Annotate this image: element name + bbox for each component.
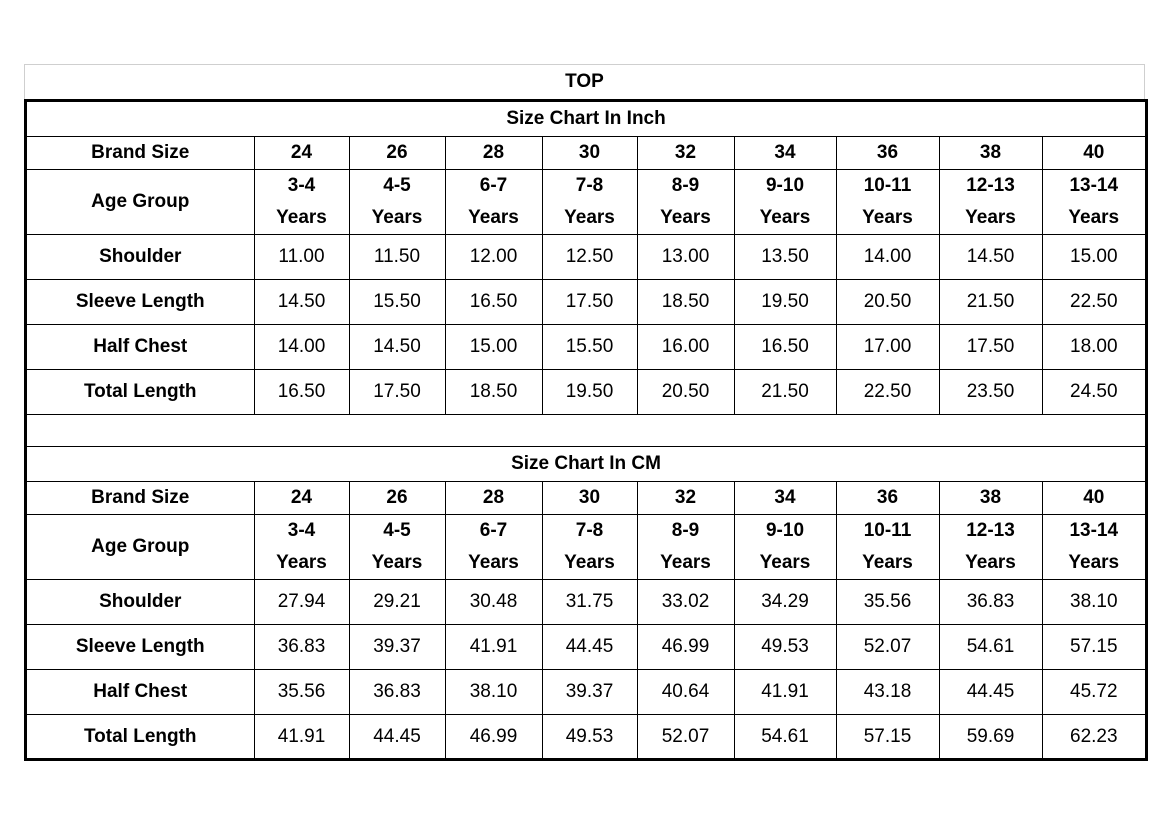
age-range: 9-10 [765,175,805,196]
value-cell: 13.50 [734,235,836,280]
measurement-row [27,325,1145,370]
size-header-cell: 28 [445,137,542,170]
value-cell: 35.56 [836,580,939,625]
age-cell [939,515,1042,580]
value-cell: 41.91 [254,715,349,760]
age-unit: Years [468,552,519,573]
size-header-cell: 36 [836,137,939,170]
value-cell: 30.48 [445,580,542,625]
value-cell: 57.15 [1042,625,1145,670]
age-range: 13-14 [1069,520,1119,541]
section-heading-row [27,102,1145,137]
age-unit: Years [965,552,1016,573]
age-range: 3-4 [287,520,316,541]
value-cell: 39.37 [542,670,637,715]
age-range: 10-11 [863,175,912,196]
size-header-cell: 40 [1042,482,1145,515]
value-cell: 39.37 [349,625,445,670]
row-label: Half Chest [27,670,254,715]
spacer-cell [27,415,1145,447]
size-header-cell: 30 [542,482,637,515]
age-cell [1042,515,1145,580]
value-cell: 27.94 [254,580,349,625]
measurement-row [27,280,1145,325]
value-cell: 44.45 [542,625,637,670]
value-cell: 38.10 [1042,580,1145,625]
value-cell: 17.50 [349,370,445,415]
age-range: 7-8 [575,175,604,196]
age-unit: Years [660,552,711,573]
measurement-row [27,580,1145,625]
value-cell: 44.45 [939,670,1042,715]
size-header-cell: 26 [349,137,445,170]
measurement-row [27,715,1145,760]
value-cell: 49.53 [542,715,637,760]
value-cell: 15.00 [1042,235,1145,280]
value-cell: 13.00 [637,235,734,280]
value-cell: 17.50 [939,325,1042,370]
size-header-cell: 34 [734,137,836,170]
value-cell: 46.99 [637,625,734,670]
age-cell [1042,170,1145,235]
row-label: Age Group [27,170,254,235]
brand-size-row [27,137,1145,170]
age-cell [254,515,349,580]
size-chart-frame [24,99,1148,761]
age-range: 13-14 [1069,175,1119,196]
age-range: 8-9 [671,520,700,541]
row-label: Brand Size [27,482,254,515]
brand-size-row [27,482,1145,515]
value-cell: 15.50 [542,325,637,370]
age-range: 6-7 [479,520,508,541]
age-unit: Years [371,207,423,228]
value-cell: 18.50 [637,280,734,325]
row-label: Total Length [27,715,254,760]
value-cell: 44.45 [349,715,445,760]
value-cell: 45.72 [1042,670,1145,715]
value-cell: 21.50 [939,280,1042,325]
value-cell: 11.50 [349,235,445,280]
value-cell: 14.50 [254,280,349,325]
value-cell: 62.23 [1042,715,1145,760]
age-unit: Years [862,207,913,228]
value-cell: 41.91 [734,670,836,715]
age-cell [734,515,836,580]
measurement-row [27,235,1145,280]
age-unit: Years [1068,552,1120,573]
age-cell [445,170,542,235]
age-range: 9-10 [765,520,805,541]
age-cell [542,170,637,235]
age-cell [349,170,445,235]
value-cell: 20.50 [836,280,939,325]
value-cell: 15.00 [445,325,542,370]
age-unit: Years [759,207,811,228]
value-cell: 15.50 [349,280,445,325]
age-range: 4-5 [383,520,411,541]
value-cell: 22.50 [836,370,939,415]
value-cell: 52.07 [836,625,939,670]
size-header-cell: 38 [939,482,1042,515]
age-range: 6-7 [479,175,508,196]
value-cell: 40.64 [637,670,734,715]
value-cell: 14.00 [254,325,349,370]
value-cell: 46.99 [445,715,542,760]
measurement-row [27,670,1145,715]
row-label: Age Group [27,515,254,580]
value-cell: 38.10 [445,670,542,715]
value-cell: 12.00 [445,235,542,280]
value-cell: 16.50 [445,280,542,325]
value-cell: 36.83 [349,670,445,715]
value-cell: 16.50 [734,325,836,370]
age-cell [939,170,1042,235]
row-label: Total Length [27,370,254,415]
age-cell [254,170,349,235]
age-unit: Years [276,207,327,228]
age-unit: Years [564,207,615,228]
value-cell: 57.15 [836,715,939,760]
age-range: 4-5 [383,175,411,196]
age-group-row [27,515,1145,580]
value-cell: 16.00 [637,325,734,370]
age-unit: Years [862,552,913,573]
age-group-row [27,170,1145,235]
row-label: Sleeve Length [27,280,254,325]
value-cell: 18.50 [445,370,542,415]
value-cell: 36.83 [254,625,349,670]
value-cell: 19.50 [542,370,637,415]
value-cell: 41.91 [445,625,542,670]
size-header-cell: 34 [734,482,836,515]
row-label: Half Chest [27,325,254,370]
section-spacer [27,415,1145,447]
size-header-cell: 32 [637,482,734,515]
value-cell: 34.29 [734,580,836,625]
size-header-cell: 24 [254,482,349,515]
size-chart-table [27,102,1145,759]
value-cell: 54.61 [734,715,836,760]
value-cell: 52.07 [637,715,734,760]
size-chart-body [27,102,1145,759]
age-unit: Years [759,552,811,573]
size-header-cell: 26 [349,482,445,515]
section-heading-row [27,447,1145,482]
size-header-cell: 40 [1042,137,1145,170]
value-cell: 14.50 [939,235,1042,280]
age-range: 10-11 [863,520,912,541]
age-unit: Years [965,207,1016,228]
age-range: 12-13 [966,175,1015,196]
value-cell: 18.00 [1042,325,1145,370]
section-heading: Size Chart In Inch [27,102,1145,137]
age-range: 7-8 [575,520,604,541]
row-label: Shoulder [27,580,254,625]
value-cell: 17.50 [542,280,637,325]
size-header-cell: 38 [939,137,1042,170]
measurement-row [27,370,1145,415]
age-unit: Years [1068,207,1120,228]
section-heading: Size Chart In CM [27,447,1145,482]
size-header-cell: 24 [254,137,349,170]
page-title: TOP [24,64,1145,99]
value-cell: 14.50 [349,325,445,370]
age-unit: Years [660,207,711,228]
value-cell: 35.56 [254,670,349,715]
age-range: 8-9 [671,175,700,196]
value-cell: 14.00 [836,235,939,280]
age-cell [637,170,734,235]
age-cell [349,515,445,580]
value-cell: 31.75 [542,580,637,625]
value-cell: 33.02 [637,580,734,625]
age-unit: Years [276,552,327,573]
value-cell: 20.50 [637,370,734,415]
age-unit: Years [564,552,615,573]
row-label: Brand Size [27,137,254,170]
age-cell [637,515,734,580]
age-unit: Years [371,552,423,573]
age-cell [542,515,637,580]
value-cell: 19.50 [734,280,836,325]
value-cell: 16.50 [254,370,349,415]
value-cell: 21.50 [734,370,836,415]
age-cell [445,515,542,580]
value-cell: 22.50 [1042,280,1145,325]
age-unit: Years [468,207,519,228]
size-header-cell: 36 [836,482,939,515]
age-range: 12-13 [966,520,1015,541]
value-cell: 11.00 [254,235,349,280]
value-cell: 59.69 [939,715,1042,760]
row-label: Shoulder [27,235,254,280]
value-cell: 43.18 [836,670,939,715]
size-header-cell: 30 [542,137,637,170]
age-cell [836,515,939,580]
value-cell: 17.00 [836,325,939,370]
size-header-cell: 28 [445,482,542,515]
value-cell: 29.21 [349,580,445,625]
value-cell: 54.61 [939,625,1042,670]
value-cell: 12.50 [542,235,637,280]
age-range: 3-4 [287,175,316,196]
age-cell [734,170,836,235]
value-cell: 49.53 [734,625,836,670]
size-header-cell: 32 [637,137,734,170]
value-cell: 24.50 [1042,370,1145,415]
value-cell: 36.83 [939,580,1042,625]
measurement-row [27,625,1145,670]
age-cell [836,170,939,235]
value-cell: 23.50 [939,370,1042,415]
row-label: Sleeve Length [27,625,254,670]
